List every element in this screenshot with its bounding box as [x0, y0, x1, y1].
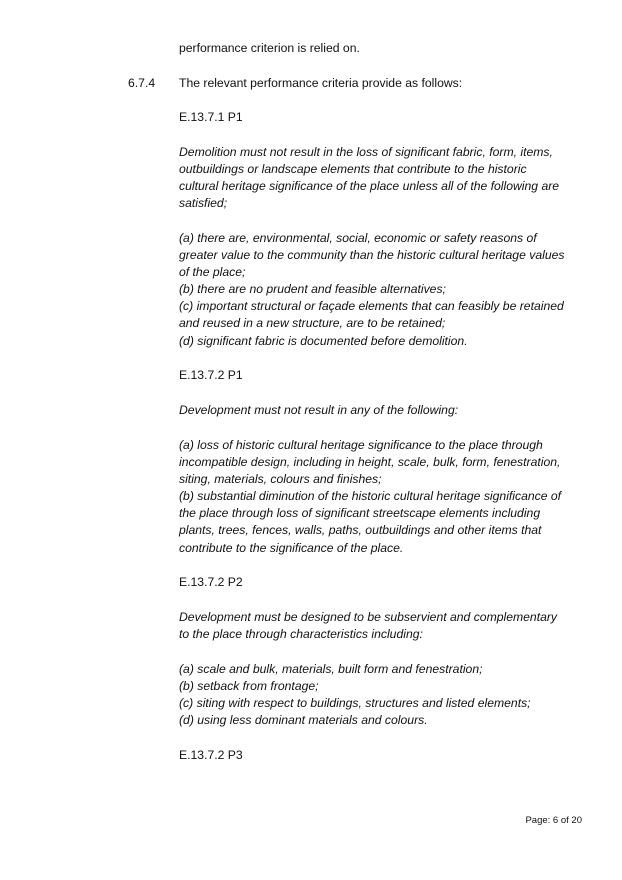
criterion-item-line: (d) significant fabric is documented before demolition. — [179, 334, 468, 348]
criterion-text-line: satisfied; — [179, 196, 228, 210]
criterion-code: E.13.7.2 P3 — [179, 748, 243, 762]
criterion-text-line: outbuildings or landscape elements that contribute to the historic — [179, 162, 527, 176]
page-number: Page: 6 of 20 — [525, 815, 582, 826]
criterion-item-line: contribute to the significance of the place. — [179, 541, 404, 555]
criterion-item-line: siting, materials, colours and finishes; — [179, 472, 382, 486]
criterion-item-line: plants, trees, fences, walls, paths, outbuildings and other items that — [179, 523, 542, 537]
criterion-code: E.13.7.2 P2 — [179, 575, 243, 589]
criterion-code: E.13.7.2 P1 — [179, 368, 243, 382]
section-heading: The relevant performance criteria provide as follows: — [179, 76, 463, 90]
criterion-item-line: (a) loss of historic cultural heritage significance to the place through — [179, 438, 543, 452]
criterion-item-line: (c) siting with respect to buildings, structures and listed elements; — [179, 696, 531, 710]
criterion-item-line: (c) important structural or façade elements that can feasibly be retained — [179, 299, 564, 313]
section-number: 6.7.4 — [128, 76, 156, 90]
criterion-text-line: cultural heritage significance of the place unless all of the following are — [179, 179, 560, 193]
criterion-item-line: (b) there are no prudent and feasible alternatives; — [179, 282, 446, 296]
criterion-item-line: (b) setback from frontage; — [179, 679, 319, 693]
criterion-text-line: Development must be designed to be subservient and complementary — [179, 610, 558, 624]
criterion-text-line: Development must not result in any of the following: — [179, 403, 459, 417]
criterion-item-line: (a) there are, environmental, social, economic or safety reasons of — [179, 231, 537, 245]
criterion-item-line: greater value to the community than the historic cultural heritage values — [179, 248, 565, 262]
criterion-text-line: to the place through characteristics including: — [179, 627, 423, 641]
criterion-item-line: the place through loss of significant streetscape elements including — [179, 506, 541, 520]
criterion-item-line: (a) scale and bulk, materials, built form and fenestration; — [179, 662, 483, 676]
criterion-item-line: of the place; — [179, 265, 246, 279]
criterion-item-line: (d) using less dominant materials and colours. — [179, 713, 428, 727]
criterion-item-line: incompatible design, including in height, scale, bulk, form, fenestration, — [179, 455, 561, 469]
intro-continuation: performance criterion is relied on. — [179, 41, 360, 55]
criterion-item-line: (b) substantial diminution of the historic cultural heritage significance of — [179, 489, 562, 503]
criterion-code: E.13.7.1 P1 — [179, 110, 243, 124]
criterion-text-line: Demolition must not result in the loss of significant fabric, form, items, — [179, 145, 553, 159]
criterion-item-line: and reused in a new structure, are to be retained; — [179, 316, 446, 330]
